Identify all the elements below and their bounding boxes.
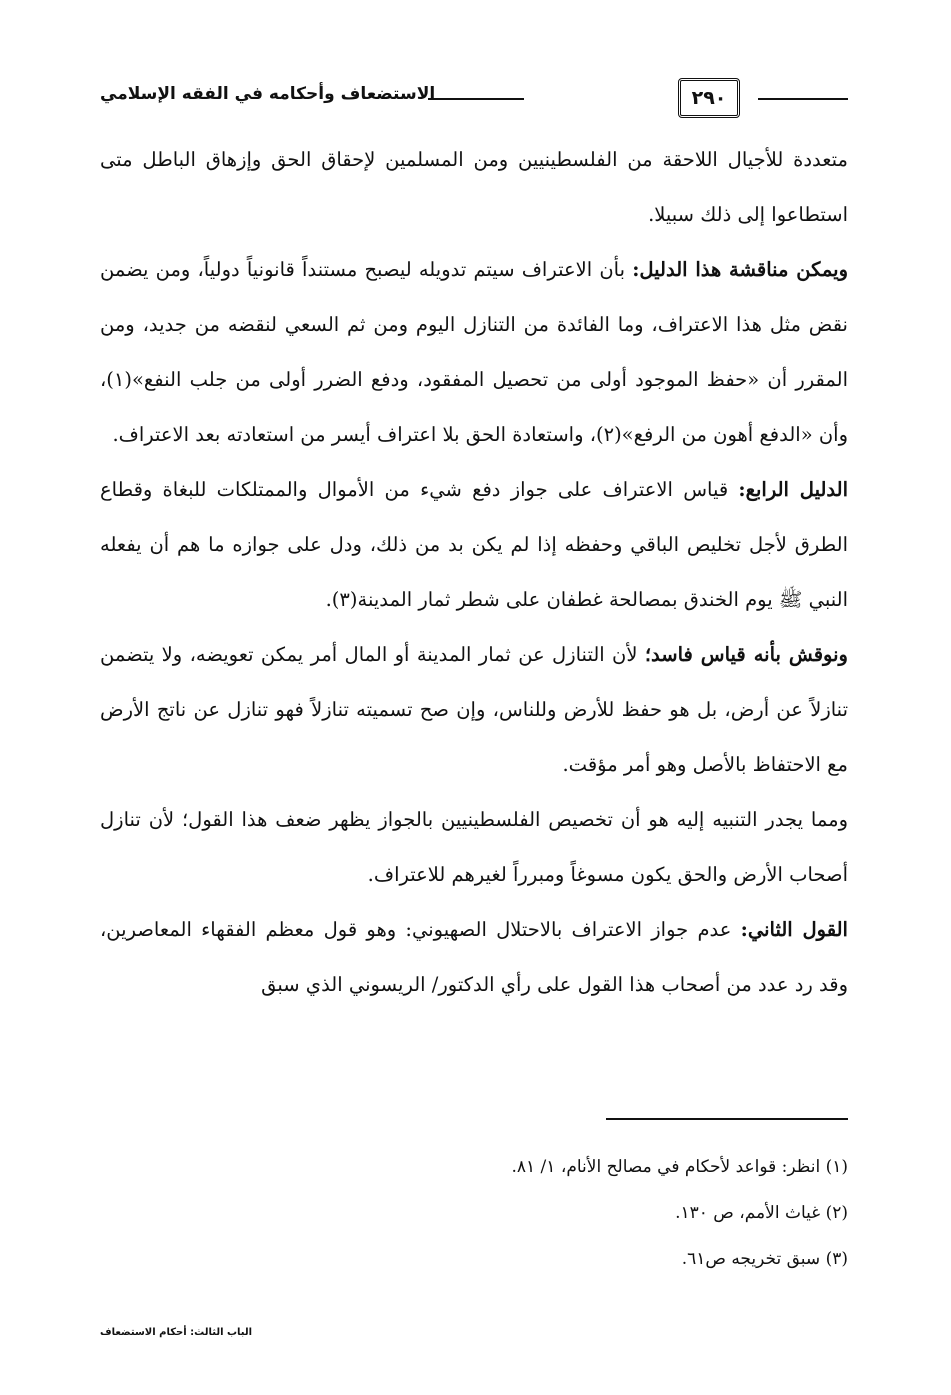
paragraph-text: ومما يجدر التنبيه إليه هو أن تخصيص الفلسطينيين بالجواز يظهر ضعف هذا القول؛ لأن تنازل أصحاب الأرض والحق يكون مسوغاً ومبرراً لغيرهم للاعتراف. xyxy=(100,808,848,886)
footnote: (١) انظر: قواعد لأحكام في مصالح الأنام، ١/ ٨١. xyxy=(511,1157,848,1177)
book-title: الاستضعاف وأحكامه في الفقه الإسلامي xyxy=(100,84,436,104)
footnotes xyxy=(248,1144,848,1282)
paragraph xyxy=(100,792,848,902)
paragraph xyxy=(100,242,848,462)
paragraph-text: قياس الاعتراف على جواز دفع شيء من الأموال والممتلكات للبغاة وقطاع الطرق لأجل تخليص الباقي وحفظه إذا لم يكن بد من ذلك، ودل على جوازه ما هم أن يفعله النبي ﷺ يوم الخندق بمصالحة غطفان على شطر ثمار المدينة(٣). xyxy=(100,478,848,611)
running-header xyxy=(100,78,848,120)
paragraph xyxy=(100,132,848,242)
running-footer: الباب الثالث: أحكام الاستضعاف xyxy=(100,1327,253,1338)
paragraph-lead: ويمكن مناقشة هذا الدليل: xyxy=(632,258,848,281)
paragraph-text: متعددة للأجيال اللاحقة من الفلسطينيين ومن المسلمين لإحقاق الحق وإزهاق الباطل متى استطاعوا إلى ذلك سبيلا. xyxy=(100,148,848,226)
paragraph-text: بأن الاعتراف سيتم تدويله ليصبح مستنداً قانونياً دولياً، ومن يضمن نقض مثل هذا الاعتراف، وما الفائدة من التنازل اليوم ومن ثم السعي لنقضه من جديد، ومن المقرر أن «حفظ الموجود أولى من تحصيل المفقود، ودفع الضرر أولى من جلب النفع»(١)، وأن «الدفع أهون من الرفع»(٢)، واستعادة الحق بلا اعتراف أيسر من استعادته بعد الاعتراف. xyxy=(100,258,848,446)
paragraph-text: لأن التنازل عن ثمار المدينة أو المال أمر يمكن تعويضه، ولا يتضمن تنازلاً عن أرض، بل هو حفظ للأرض وللناس، وإن صح تسميته تنازلاً فهو تنازل عن ناتج الأرض مع الاحتفاظ بالأصل وهو أمر مؤقت. xyxy=(100,643,848,776)
paragraph-lead: ونوقش بأنه قياس فاسد؛ xyxy=(644,643,848,666)
header-rule-left xyxy=(428,98,524,100)
footnote: (٣) سبق تخريجه ص٦١. xyxy=(681,1249,848,1269)
paragraph-lead: الدليل الرابع: xyxy=(738,478,848,501)
paragraph-text: عدم جواز الاعتراف بالاحتلال الصهيوني: وهو قول معظم الفقهاء المعاصرين، وقد رد عدد من أصحاب هذا القول على رأي الدكتور/ الريسوني الذي سبق xyxy=(100,918,848,996)
paragraph xyxy=(100,902,848,1012)
body-text xyxy=(100,132,848,1012)
footnote-divider xyxy=(606,1118,848,1120)
header-rule-right xyxy=(758,98,848,100)
footnote: (٢) غياث الأمم، ص ١٣٠. xyxy=(675,1203,848,1223)
paragraph-lead: القول الثاني: xyxy=(740,918,848,941)
paragraph xyxy=(100,462,848,627)
paragraph xyxy=(100,627,848,792)
page-number: ٢٩٠ xyxy=(678,78,740,118)
